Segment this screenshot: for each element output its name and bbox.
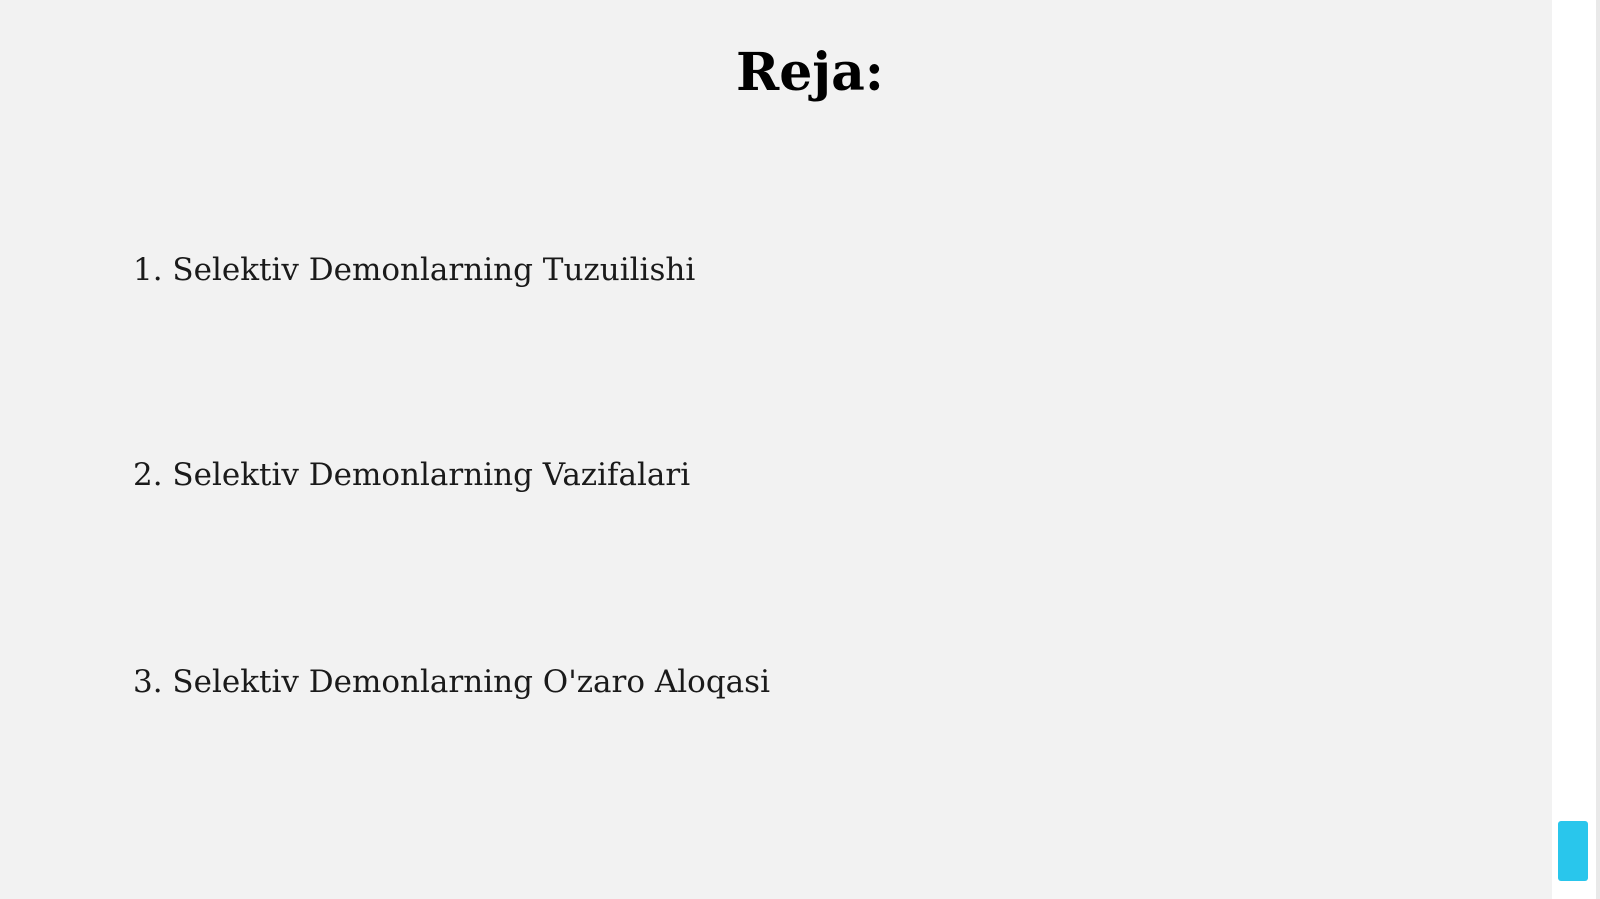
window-edge [1596, 0, 1600, 899]
right-margin [1552, 0, 1596, 899]
plan-item-1: 1. Selektiv Demonlarning Tuzuilishi [133, 252, 696, 288]
side-tab-icon[interactable] [1558, 821, 1588, 881]
slide-title: Reja: [735, 42, 884, 103]
plan-item-3: 3. Selektiv Demonlarning O'zaro Aloqasi [133, 664, 770, 700]
plan-item-2: 2. Selektiv Demonlarning Vazifalari [133, 457, 691, 493]
